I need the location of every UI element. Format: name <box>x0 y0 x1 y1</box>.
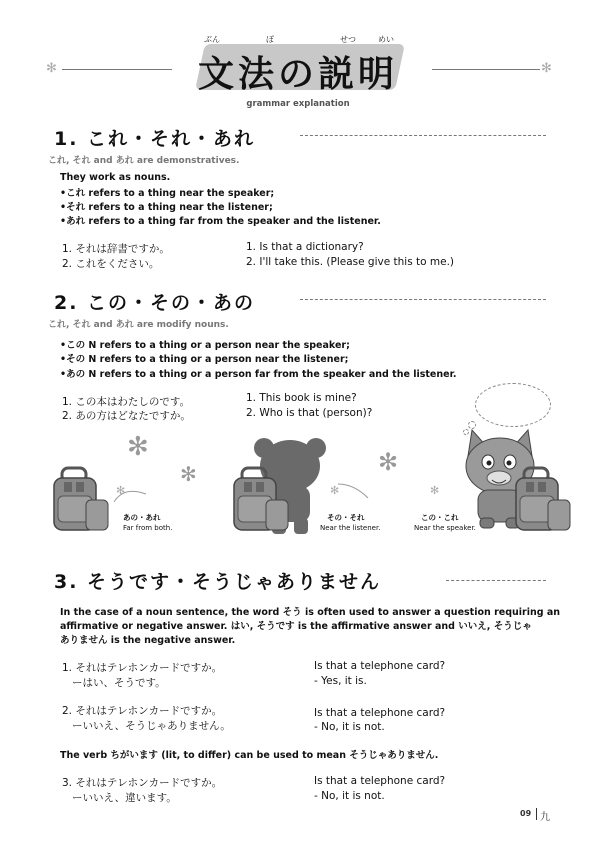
example-en: 1. This book is mine? <box>246 392 357 404</box>
section3-paragraph: ありません is the negative answer. <box>60 635 236 646</box>
caption-label: その・それ <box>327 513 365 522</box>
asterisk-icon: ✻ <box>378 448 399 476</box>
section2-rule: •その N refers to a thing or a person near the listener; <box>60 354 349 365</box>
backpack-icon <box>228 466 298 538</box>
example-en: 2. I'll take this. (Please give this to me.) <box>246 256 455 268</box>
example-jp: 1. それはテレホンカードですか。 <box>62 662 223 674</box>
pointer-arc <box>334 480 374 500</box>
example-jp: 1. この本はわたしのです。 <box>62 396 191 408</box>
example-jp: 1. それは辞書ですか。 <box>62 243 170 255</box>
section3-heading: 3. そうです・そうじゃありません <box>54 571 382 593</box>
section1-rule: •あれ refers to a thing far from the speaker and the listener. <box>60 216 381 227</box>
section3-verb-note: The verb ちがいます (lit, to differ) can be used to mean そうじゃありません. <box>60 750 439 761</box>
furigana-mei: めい <box>378 35 394 44</box>
section1-lead: They work as nouns. <box>60 172 171 183</box>
section1-rule: •これ refers to a thing near the speaker; <box>60 188 275 199</box>
section2-heading: 2. この・その・あの <box>54 292 256 314</box>
section2-rule: •この N refers to a thing or a person near the speaker; <box>60 340 350 351</box>
caption-label: この・これ <box>421 513 459 522</box>
example-en: Is that a telephone card? <box>314 660 446 672</box>
page-number-divider <box>536 808 537 820</box>
example-jp: ーいいえ、そうじゃありません。 <box>72 720 231 732</box>
section1-note: これ, それ and あれ are demonstratives. <box>48 156 240 166</box>
example-en: 2. Who is that (person)? <box>246 407 373 419</box>
section3-paragraph: affirmative or negative answer. はい, そうです is the affirmative answer and いいえ, そうじゃ <box>60 621 532 632</box>
caption-desc: Near the listener. <box>320 524 381 532</box>
asterisk-icon: ✻ <box>46 61 57 76</box>
section3-divider <box>446 580 546 581</box>
title-line-right <box>432 69 540 70</box>
example-en: Is that a telephone card? <box>314 707 446 719</box>
asterisk-icon: ✻ <box>127 432 149 462</box>
section1-heading: 1. これ・それ・あれ <box>54 128 256 150</box>
page-subtitle: grammar explanation <box>246 99 350 109</box>
example-en: Is that a telephone card? <box>314 775 446 787</box>
section1-rule: •それ refers to a thing near the listener; <box>60 202 273 213</box>
example-jp: 2. あの方はどなたですか。 <box>62 410 191 422</box>
asterisk-icon: ✻ <box>180 462 197 486</box>
example-en: - No, it is not. <box>314 790 385 802</box>
example-jp: ーいいえ、違います。 <box>72 792 177 804</box>
caption-desc: Near the speaker. <box>414 524 476 532</box>
speech-bubble-icon <box>475 383 551 427</box>
furigana-setsu: せつ <box>340 35 356 44</box>
backpack-icon <box>510 466 580 538</box>
example-jp: 2. それはテレホンカードですか。 <box>62 705 223 717</box>
backpack-icon <box>48 466 118 538</box>
example-jp: 3. それはテレホンカードですか。 <box>62 777 223 789</box>
page-number: 09 <box>520 809 532 818</box>
caption-label: あの・あれ <box>123 513 161 522</box>
section2-divider <box>300 299 546 300</box>
example-en: - Yes, it is. <box>314 675 367 687</box>
section2-note: これ, それ and あれ are modify nouns. <box>48 320 229 330</box>
section2-rule: •あの N refers to a thing or a person far from the speaker and the listener. <box>60 369 457 380</box>
section1-divider <box>300 135 546 136</box>
caption-desc: Far from both. <box>123 524 173 532</box>
asterisk-icon: ✻ <box>541 61 552 76</box>
page-kanji-number: 九 <box>540 812 550 823</box>
example-en: 1. Is that a dictionary? <box>246 241 364 253</box>
page-title: 文法の説明 <box>197 54 398 95</box>
furigana-bun: ぶん <box>204 35 220 44</box>
example-jp: 2. これをください。 <box>62 258 160 270</box>
title-line-left <box>62 69 172 70</box>
asterisk-icon: ✻ <box>330 484 340 497</box>
example-en: - No, it is not. <box>314 721 385 733</box>
section3-paragraph: In the case of a noun sentence, the word そう is often used to answer a question requiring an <box>60 607 560 618</box>
furigana-po: ぽ <box>266 35 274 44</box>
asterisk-icon: ✻ <box>116 484 126 497</box>
asterisk-icon: ✻ <box>430 484 440 497</box>
example-jp: ーはい、そうです。 <box>72 677 166 689</box>
